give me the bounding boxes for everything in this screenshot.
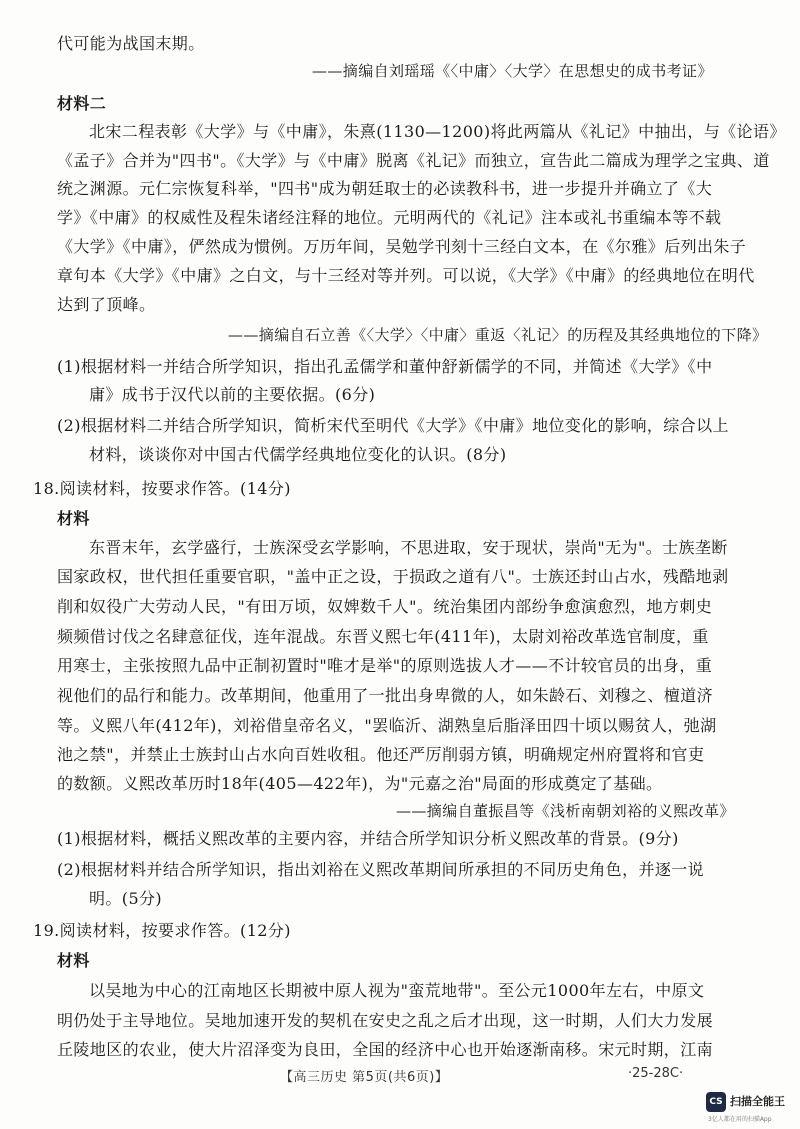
question-line: (2)根据材料二并结合所学知识，简析宋代至明代《大学》《中庸》地位变化的影响，综合以上 — [57, 416, 729, 435]
text-line: 池之禁"，并禁止士族封山占水向百姓收租。他还严厉削弱方镇，明确规定州府置将和官吏 — [57, 745, 705, 764]
question-heading: 19.阅读材料，按要求作答。(12分) — [33, 921, 291, 940]
question-line: 庸》成书于汉代以前的主要依据。(6分) — [89, 385, 376, 404]
watermark-name: 扫描全能王 — [730, 1095, 785, 1108]
citation-line: ——摘编自刘瑶瑶《〈中庸〉〈大学〉在思想史的成书考证》 — [312, 62, 713, 80]
section-heading: 材料 — [57, 951, 90, 970]
text-line: 明仍处于主导地位。吴地加速开发的契机在安史之乱之后才出现，这一时期，人们大力发展 — [57, 1011, 714, 1030]
citation-line: ——摘编自董振昌等《浅析南朝刘裕的义熙改革》 — [396, 802, 735, 820]
text-line: 东晋末年，玄学盛行，士族深受玄学影响，不思进取，安于现状，崇尚"无为"。士族垄断 — [89, 538, 728, 557]
text-line: 的数额。义熙改革历时18年(405—422年)，为"元嘉之治"局面的形成奠定了基础。 — [57, 774, 663, 793]
page-footer: 【高三历史 第5页(共6页)】 — [280, 1070, 449, 1085]
text-line: 《大学》《中庸》，俨然成为惯例。万历年间，吴勉学刊刻十三经白文本，在《尔雅》后列出朱子 — [57, 237, 747, 256]
camscanner-logo-icon: CS — [706, 1092, 726, 1112]
section-heading: 材料 — [57, 509, 90, 528]
text-line: 视他们的品行和能力。改革期间，他重用了一批出身卑微的人，如朱龄石、刘穆之、檀道济 — [57, 686, 714, 705]
text-line: 国家政权，世代担任重要官职，"盖中正之设，于损政之道有八"。士族还封山占水，残酷地剥 — [57, 567, 729, 586]
question-line: 材料，谈谈你对中国古代儒学经典地位变化的认识。(8分) — [89, 445, 507, 464]
text-line: 代可能为战国末期。 — [57, 34, 205, 53]
text-line: 频频借讨伐之名肆意征伐，连年混战。东晋义熙七年(411年)，太尉刘裕改革选官制度，重 — [57, 627, 709, 646]
text-line: 北宋二程表彰《大学》与《中庸》，朱熹(1130—1200)将此两篇从《礼记》中抽出，与《论语》 — [89, 122, 786, 141]
scanner-watermark — [706, 1090, 796, 1126]
text-line: 《孟子》合并为"四书"。《大学》与《中庸》脱离《礼记》而独立，宣告此二篇成为理学之宝典、道 — [57, 151, 770, 170]
text-line: 统之渊源。元仁宗恢复科举，"四书"成为朝廷取士的必读教科书，进一步提升并确立了《大 — [57, 179, 713, 198]
citation-line: ——摘编自石立善《〈大学〉〈中庸〉重返〈礼记〉的历程及其经典地位的下降》 — [228, 326, 768, 344]
question-heading: 18.阅读材料，按要求作答。(14分) — [33, 479, 291, 498]
text-line: 学》《中庸》的权威性及程朱诸经注释的地位。元明两代的《礼记》注本或礼书重编本等不载 — [57, 208, 722, 227]
question-line: 明。(5分) — [89, 889, 163, 908]
text-line: 削和奴役广大劳动人民，"有田万顷，奴婢数千人"。统治集团内部纷争愈演愈烈，地方刺史 — [57, 597, 713, 616]
text-line: 丘陵地区的农业，使大片沼泽变为良田，全国的经济中心也开始逐渐南移。宋元时期，江南 — [57, 1040, 714, 1059]
section-heading: 材料二 — [57, 94, 107, 113]
question-line: (1)根据材料一并结合所学知识，指出孔孟儒学和董仲舒新儒学的不同，并简述《大学》《中 — [57, 357, 713, 376]
question-line: (1)根据材料，概括义熙改革的主要内容，并结合所学知识分析义熙改革的背景。(9分) — [57, 829, 679, 848]
question-line: (2)根据材料并结合所学知识，指出刘裕在义熙改革期间所承担的不同历史角色，并逐一说 — [57, 860, 705, 879]
exam-code: ·25-28C· — [628, 1066, 684, 1081]
text-line: 等。义熙八年(412年)，刘裕借皇帝名义，"罢临沂、湖熟皇后脂泽田四十顷以赐贫人，弛湖 — [57, 716, 717, 735]
text-line: 达到了顶峰。 — [57, 295, 156, 314]
text-line: 以吴地为中心的江南地区长期被中原人视为"蛮荒地带"。至公元1000年左右，中原文 — [89, 981, 705, 1000]
watermark-subtitle: 3亿人都在用的扫描App — [708, 1116, 772, 1123]
text-line: 用寒士，主张按照九品中正制初置时"唯才是举"的原则选拔人才——不计较官员的出身，重 — [57, 656, 713, 675]
text-line: 章句本《大学》《中庸》之白文，与十三经对等并列。可以说，《大学》《中庸》的经典地位在明代 — [57, 266, 755, 285]
